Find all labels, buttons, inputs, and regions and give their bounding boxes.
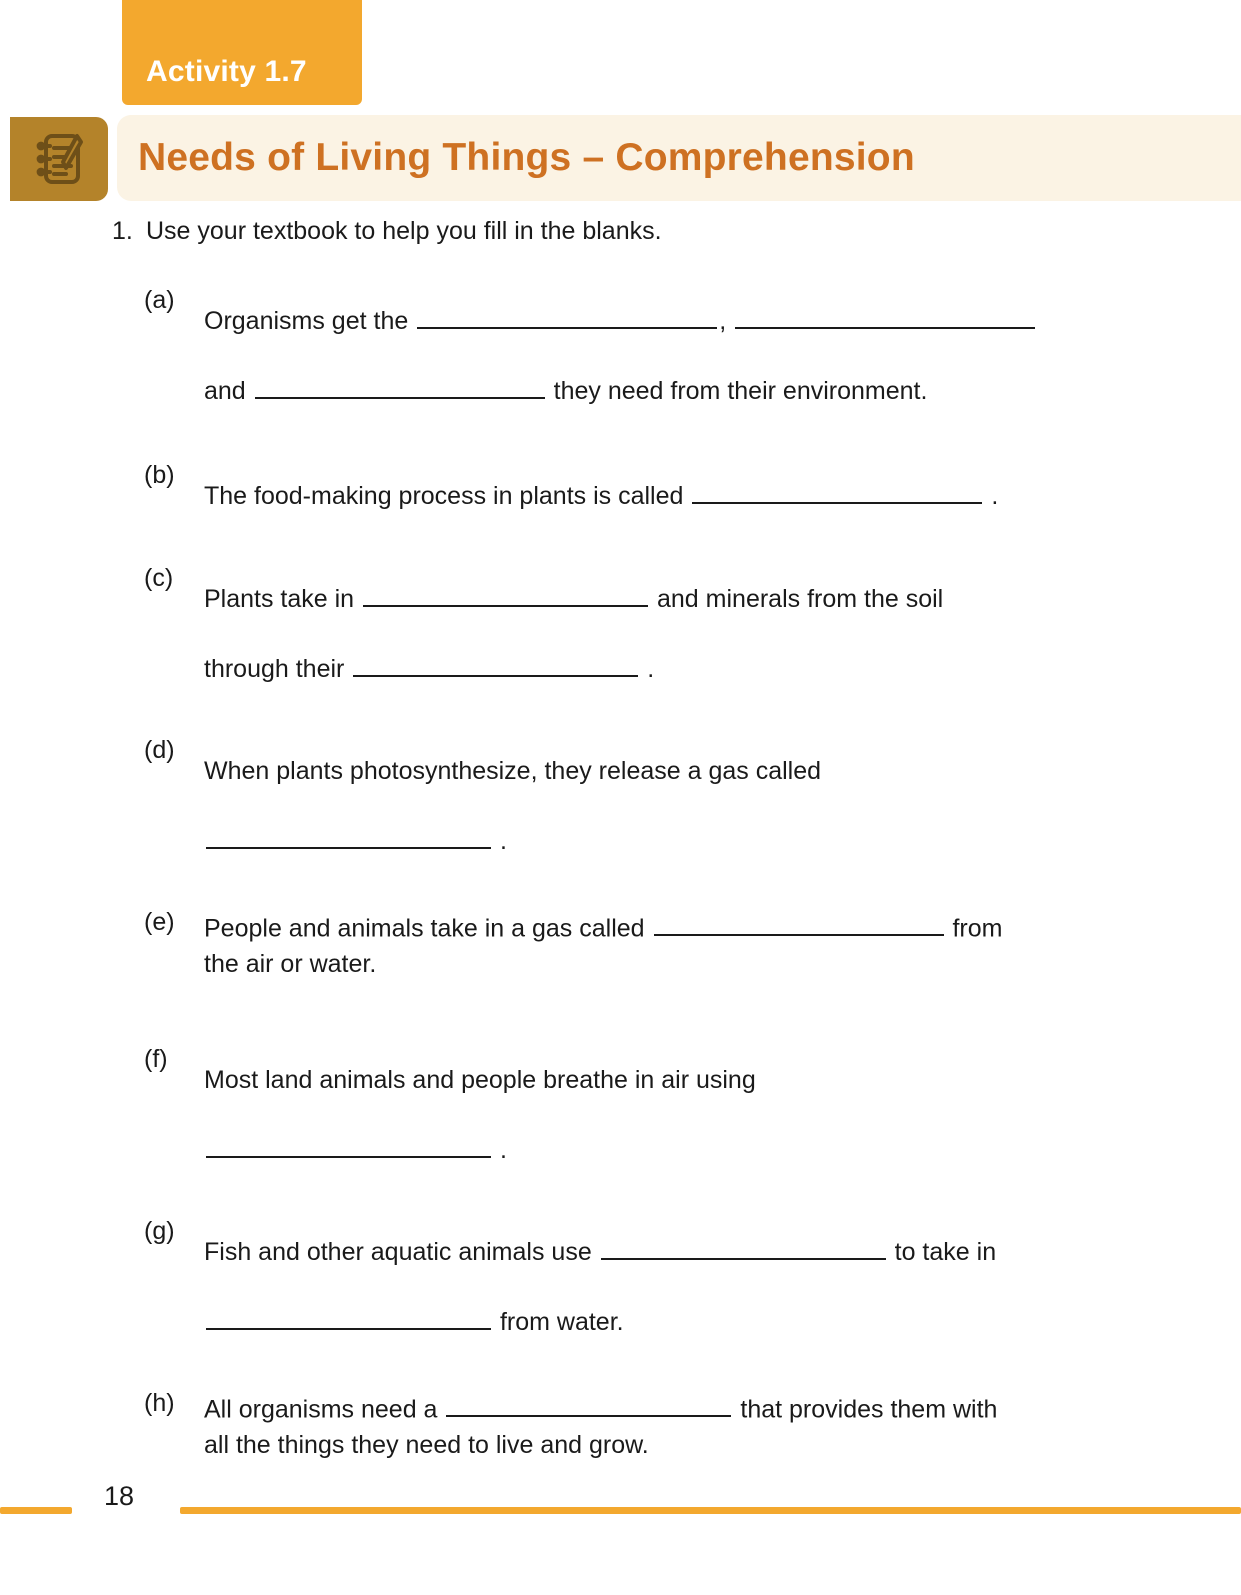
item-content-a [204, 286, 1144, 426]
answer-blank[interactable] [206, 1130, 491, 1158]
answer-blank[interactable] [417, 301, 717, 329]
footer-rule-left [0, 1507, 72, 1514]
item-h-text-3: all the things they need to live and grow. [204, 1431, 649, 1460]
answer-blank[interactable] [206, 821, 491, 849]
item-h-text-1: All organisms need a [204, 1395, 438, 1424]
answer-blank[interactable] [735, 301, 1035, 329]
item-marker-c: (c) [144, 564, 174, 592]
activity-badge-label: Activity 1.7 [146, 55, 307, 88]
answer-blank[interactable] [446, 1389, 731, 1417]
item-content-f [204, 1045, 1144, 1185]
answer-blank[interactable] [654, 908, 944, 936]
list-item-g [144, 1217, 1144, 1357]
page-title: Needs of Living Things – Comprehension [138, 136, 915, 179]
list-item-c [144, 564, 1144, 704]
answer-blank[interactable] [353, 649, 638, 677]
item-a-comma: , [719, 307, 727, 335]
item-b-text-2: . [991, 482, 999, 510]
item-h-text-2: that provides them with [740, 1395, 998, 1424]
list-item-h [144, 1389, 1144, 1463]
item-c-text-1: Plants take in [204, 585, 355, 613]
footer-rule-right [180, 1507, 1241, 1514]
question-number: 1. [112, 217, 133, 245]
item-marker-g: (g) [144, 1217, 175, 1245]
page-number: 18 [104, 1481, 135, 1511]
item-g-text-3: from water. [499, 1308, 624, 1336]
item-c-text-2: and minerals from the soil [657, 585, 944, 613]
list-item-e [144, 908, 1144, 982]
question-prompt: Use your textbook to help you fill in the blanks. [146, 217, 662, 245]
item-c-text-4: . [647, 655, 655, 683]
answer-blank[interactable] [601, 1232, 886, 1260]
list-item-f [144, 1045, 1144, 1185]
item-marker-f: (f) [144, 1045, 168, 1073]
item-marker-a: (a) [144, 286, 175, 314]
activity-title-band [117, 115, 1241, 201]
answer-blank[interactable] [692, 476, 982, 504]
item-f-text-1: Most land animals and people breathe in air using [204, 1066, 756, 1094]
activity-badge [122, 0, 362, 105]
list-item-a [144, 286, 1144, 426]
item-f-text-2: . [499, 1136, 507, 1164]
item-content-e [204, 908, 1144, 982]
item-marker-h: (h) [144, 1389, 175, 1417]
item-g-text-1: Fish and other aquatic animals use [204, 1238, 592, 1266]
list-item-b [144, 461, 1144, 531]
item-marker-b: (b) [144, 461, 175, 489]
list-item-d [144, 736, 1144, 876]
item-a-text-3: they need from their environment. [553, 377, 928, 405]
item-marker-d: (d) [144, 736, 175, 764]
item-marker-e: (e) [144, 908, 175, 936]
item-content-b [204, 461, 1144, 531]
answer-blank[interactable] [255, 371, 545, 399]
item-e-text-1: People and animals take in a gas called [204, 914, 645, 943]
item-content-d [204, 736, 1144, 876]
notepad-pen-icon [10, 117, 108, 201]
item-a-text-1: Organisms get the [204, 307, 409, 335]
item-e-text-2: from [952, 914, 1003, 943]
question-1 [112, 217, 1112, 246]
item-content-h [204, 1389, 1144, 1463]
item-a-text-2: and [204, 377, 246, 405]
item-content-g [204, 1217, 1144, 1357]
item-d-text-2: . [499, 827, 507, 855]
item-c-text-3: through their [204, 655, 345, 683]
item-d-text-1: When plants photosynthesize, they release a gas called [204, 757, 822, 785]
item-b-text-1: The food-making process in plants is called [204, 482, 684, 510]
answer-blank[interactable] [206, 1302, 491, 1330]
item-content-c [204, 564, 1144, 704]
item-e-text-3: the air or water. [204, 950, 377, 979]
answer-blank[interactable] [363, 579, 648, 607]
item-g-text-2: to take in [894, 1238, 997, 1266]
